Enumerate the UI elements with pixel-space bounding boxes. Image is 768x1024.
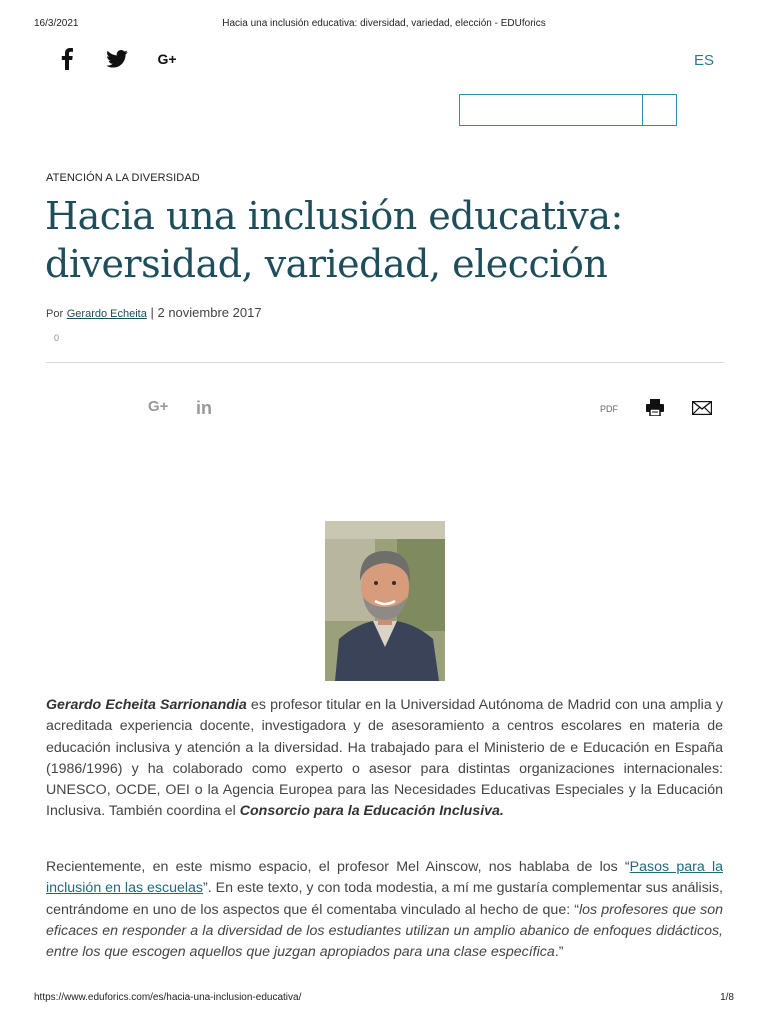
email-icon[interactable] [692,401,712,420]
twitter-icon[interactable] [104,46,130,72]
byline [46,305,262,320]
bio-text: es profesor titular en la Universidad Autónoma de Madrid con una amplia y acreditada experiencia docente, investigadora y de asesoramiento a centros escolares en materia de educación inclusiva y atención a la diversidad. Ha trabajado para el Ministerio de e Educación en España (1986/1996) y ha colaborado como experto o asesor para distintas organizaciones internacionales: UNESCO, OCDE, OEI o la Agencia Europea para las Necesidades Educativas Especiales y la Educación Inclusiva. También coordina el [46,697,723,820]
author-photo [325,521,445,681]
search-button[interactable] [642,94,677,126]
author-link[interactable]: Gerardo Echeita [66,308,147,320]
consorcio-name: Consorcio para la Educación Inclusiva. [239,803,504,820]
comment-count[interactable]: 0 [54,333,60,343]
author-full-name: Gerardo Echeita Sarrionandia [46,697,247,713]
byline-prefix: Por [46,308,64,320]
intro-paragraph [46,857,723,963]
print-url: https://www.eduforics.com/es/hacia-una-inclusion-educativa/ [34,992,302,1003]
ainscow-quote: los profesores que son eficaces en responder a la diversidad de los estudiantes utilizan un amplio abanico de enfoques didácticos, entre los que escogen aquellos que juzgan apropiados para una clase específica [46,901,723,961]
intro-text-2: ”. En este texto, y con toda modestia, a mí me gustaría complementar sus análisis, centrándome en uno de los aspectos que él comentaba vinculado al hecho de que: “ [46,880,723,918]
article-title [45,192,725,288]
share-linkedin-icon[interactable]: in [196,398,212,418]
search-input[interactable] [459,94,643,126]
google-plus-icon[interactable]: G+ [157,51,177,67]
language-selector[interactable]: ES [694,52,715,69]
article-category[interactable]: ATENCIÓN A LA DIVERSIDAD [46,172,200,184]
pdf-button[interactable]: PDF [600,404,618,414]
print-date: 16/3/2021 [34,18,79,29]
title-line-2: diversidad, variedad, elección [45,242,608,286]
intro-text-1: Recientemente, en este mismo espacio, el profesor Mel Ainscow, nos hablaba de los “ [46,859,630,875]
print-document-title: Hacia una inclusión educativa: diversidad, variedad, elección - EDUforics [222,18,546,29]
divider [46,362,724,363]
share-google-plus-icon[interactable]: G+ [148,398,169,415]
print-icon[interactable] [646,399,664,421]
publish-date: | 2 noviembre 2017 [150,305,262,320]
pasos-inclusion-link[interactable]: Pasos para la inclusión en las escuelas [46,859,723,897]
intro-text-3: .” [554,944,564,961]
author-bio-paragraph [46,695,723,823]
title-line-1: Hacia una inclusión educativa: [45,194,623,238]
social-links [54,46,180,72]
print-page-number: 1/8 [720,992,734,1003]
facebook-icon[interactable] [54,46,80,72]
